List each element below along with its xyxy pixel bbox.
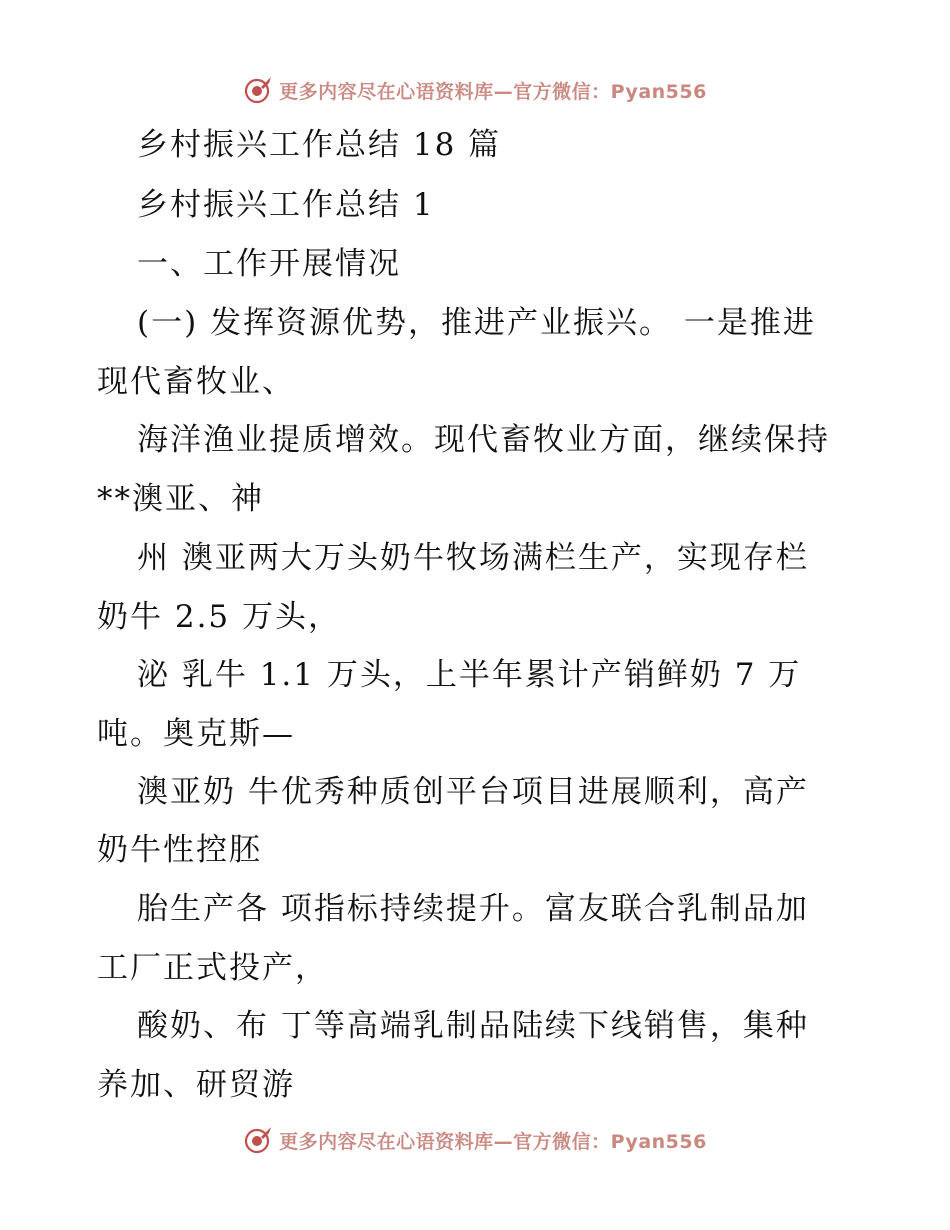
section-heading: 一、工作开展情况 <box>137 246 401 282</box>
paragraph-line: 现代畜牧业、 <box>97 364 295 400</box>
paragraph-line: 泌 乳牛 1.1 万头，上半年累计产销鲜奶 7 万 <box>137 657 802 693</box>
paragraph-line: **澳亚、神 <box>97 481 264 517</box>
paragraph-line: 吨。奥克斯— <box>97 716 295 752</box>
paragraph-line: 海洋渔业提质增效。现代畜牧业方面，继续保持 <box>137 422 830 458</box>
document-title: 乡村振兴工作总结 18 篇 <box>137 127 502 163</box>
paragraph-line: 州 澳亚两大万头奶牛牧场满栏生产，实现存栏 <box>137 540 809 576</box>
watermark-text: 更多内容尽在心语资料库—官方微信：Pyan556 <box>279 80 707 103</box>
pen-nib-icon <box>243 1125 273 1155</box>
paragraph-line: 工厂正式投产， <box>97 950 328 986</box>
watermark-text: 更多内容尽在心语资料库—官方微信：Pyan556 <box>279 1130 707 1153</box>
paragraph-line: 澳亚奶 牛优秀种质创平台项目进展顺利，高产 <box>137 774 809 810</box>
paragraph-line: (一) 发挥资源优势，推进产业振兴。 一是推进 <box>137 305 816 341</box>
paragraph-line: 胎生产各 项指标持续提升。富友联合乳制品加 <box>137 891 809 927</box>
paragraph-line: 奶牛 2.5 万头， <box>97 599 342 635</box>
paragraph-line: 酸奶、布 丁等高端乳制品陆续下线销售，集种 <box>137 1008 809 1044</box>
header-watermark-banner <box>0 70 950 110</box>
paragraph-line: 养加、研贸游 <box>97 1067 295 1103</box>
pen-nib-icon <box>243 75 273 105</box>
footer-watermark-banner <box>0 1120 950 1160</box>
paragraph-line: 奶牛性控胚 <box>97 832 262 868</box>
section-title: 乡村振兴工作总结 1 <box>137 187 435 223</box>
